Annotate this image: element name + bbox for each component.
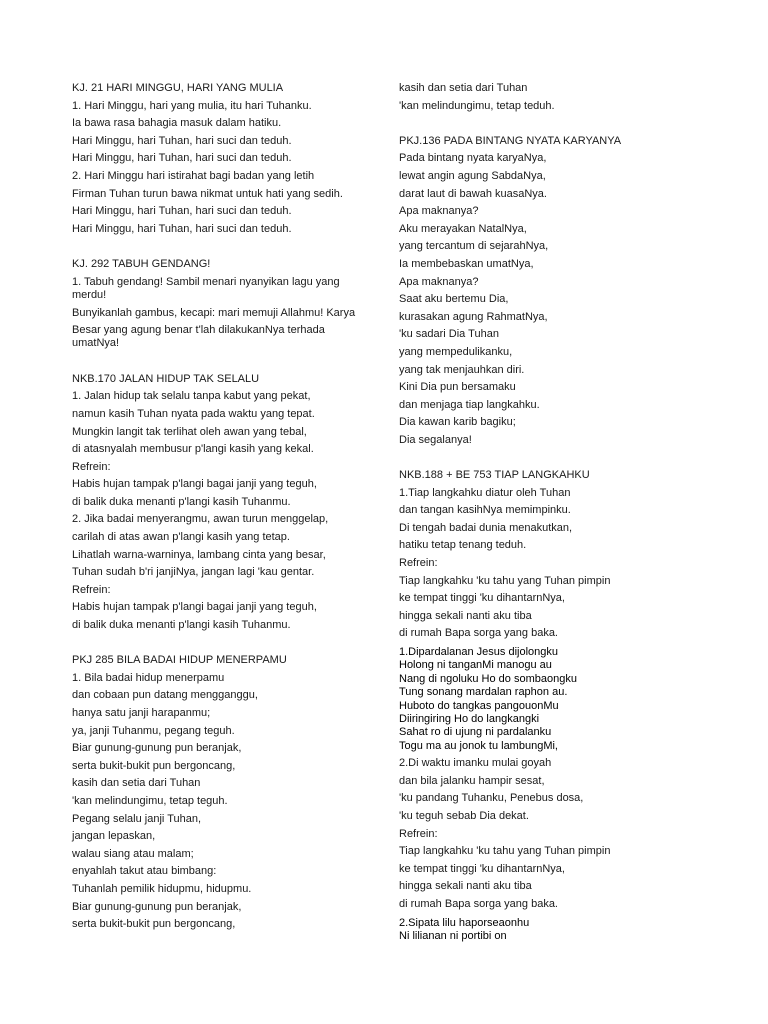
verse-line: 1. Tabuh gendang! Sambil menari nyanyikan lagu yang merdu! (72, 275, 340, 301)
verse-line: namun kasih Tuhan nyata pada waktu yang tepat. (72, 407, 315, 420)
verse-line: Hari Minggu, hari Tuhan, hari suci dan teduh. (72, 152, 292, 165)
verse-line: Hari Minggu, hari Tuhan, hari suci dan teduh. (72, 205, 292, 218)
hymn-pkj136 (399, 133, 729, 450)
hymn-lines (399, 755, 729, 913)
verse-line: Pada bintang nyata karyaNya, (399, 152, 547, 165)
hymn-pkj285 (72, 652, 372, 934)
verse-line: Bunyikanlah gambus, kecapi: mari memuji Allahmu! Karya (72, 306, 356, 319)
verse-line: kasih dan setia dari Tuhan (399, 82, 528, 94)
verse-line: Tiap langkahku 'ku tahu yang Tuhan pimpin (399, 845, 611, 858)
hymn-pkj285-continued (399, 80, 729, 115)
verse-line: Refrein: (72, 583, 111, 596)
batak-verse-2 (399, 917, 729, 944)
verse-line: Refrein: (72, 460, 111, 473)
hymn-title: KJ. 21 HARI MINGGU, HARI YANG MULIA (72, 82, 284, 94)
verse-line: 2.Di waktu imanku mulai goyah (399, 757, 552, 770)
verse-line: hingga sekali nanti aku tiba (399, 880, 532, 893)
verse-line: Apa maknanya? (399, 205, 479, 218)
verse-line: di balik duka menanti p'langi kasih Tuhanmu. (72, 495, 291, 508)
hymn-title: NKB.188 + BE 753 TIAP LANGKAHKU (399, 469, 590, 482)
verse-line: Biar gunung-gunung pun beranjak, (72, 742, 242, 755)
hymn-lines (399, 150, 729, 449)
verse-line: 'kan melindungimu, tetap teduh. (399, 99, 555, 112)
verse-line: 2.Sipata lilu haporseaonhu (399, 916, 530, 929)
verse-line: Kini Dia pun bersamaku (399, 381, 516, 394)
verse-line: Tiap langkahku 'ku tahu yang Tuhan pimpin (399, 574, 611, 587)
verse-line: yang mempedulikanku, (399, 345, 513, 358)
verse-line: 1. Hari Minggu, hari yang mulia, itu hari Tuhanku. (72, 99, 312, 112)
verse-line: serta bukit-bukit pun bergoncang, (72, 759, 236, 772)
verse-line: Dia segalanya! (399, 433, 472, 446)
hymn-title: PKJ.136 PADA BINTANG NYATA KARYANYA (399, 134, 622, 147)
verse-line: Mungkin langit tak terlihat oleh awan yang tebal, (72, 425, 307, 438)
verse-line: dan bila jalanku hampir sesat, (399, 774, 545, 787)
hymn-lines (72, 388, 372, 634)
verse-line: 2. Hari Minggu hari istirahat bagi badan yang letih (72, 169, 315, 182)
hymn-nkb188 (399, 467, 729, 943)
verse-line: di rumah Bapa sorga yang baka. (399, 627, 558, 640)
verse-line: Refrein: (399, 557, 438, 570)
verse-line: jangan lepaskan, (72, 830, 156, 843)
verse-line: Tuhan sudah b'ri janjiNya, jangan lagi 'kau gentar. (72, 566, 315, 579)
verse-line: Refrein: (399, 827, 438, 840)
verse-line: Hari Minggu, hari Tuhan, hari suci dan teduh. (72, 222, 292, 235)
verse-line: 'ku teguh sebab Dia dekat. (399, 810, 529, 823)
hymn-lines (72, 670, 372, 934)
verse-line: Biar gunung-gunung pun beranjak, (72, 900, 242, 913)
verse-line: hanya satu janji harapanmu; (72, 707, 211, 719)
hymn-lines (72, 98, 372, 239)
verse-line: Tung sonang mardalan raphon au. (399, 686, 568, 699)
verse-line: yang tak menjauhkan diri. (399, 363, 525, 376)
verse-line: 'ku sadari Dia Tuhan (399, 328, 499, 341)
verse-line: yang tercantum di sejarahNya, (399, 240, 549, 253)
verse-line: 1.Tiap langkahku diatur oleh Tuhan (399, 486, 571, 499)
verse-line: 'kan melindungimu, tetap teguh. (72, 794, 228, 807)
verse-line: Pegang selalu janji Tuhan, (72, 812, 202, 825)
verse-line: kurasakan agung RahmatNya, (399, 310, 548, 323)
verse-line: Huboto do tangkas pangouonMu (399, 699, 559, 712)
verse-line: Ni lilianan ni portibi on (399, 930, 507, 942)
hymn-kj292 (72, 256, 372, 350)
hymn-lines (399, 485, 729, 643)
verse-line: di atasnyalah membusur p'langi kasih yang kekal. (72, 443, 314, 456)
verse-line: hingga sekali nanti aku tiba (399, 609, 532, 622)
verse-line: Hari Minggu, hari Tuhan, hari suci dan teduh. (72, 134, 292, 147)
verse-line: ya, janji Tuhanmu, pegang teguh. (72, 724, 235, 737)
verse-line: Besar yang agung benar t'lah dilakukanNya terhada umatNya! (72, 324, 325, 350)
hymn-nkb170 (72, 371, 372, 635)
verse-line: ke tempat tinggi 'ku dihantarnNya, (399, 862, 565, 875)
verse-line: 1.Dipardalanan Jesus dijolongku (399, 646, 558, 658)
verse-line: Apa maknanya? (399, 275, 479, 288)
verse-line: 1. Jalan hidup tak selalu tanpa kabut yang pekat, (72, 390, 311, 403)
batak-verse-1 (399, 646, 729, 753)
verse-line: di balik duka menanti p'langi kasih Tuhanmu. (72, 619, 291, 632)
verse-line: ke tempat tinggi 'ku dihantarnNya, (399, 592, 565, 605)
verse-line: Tuhanlah pemilik hidupmu, hidupmu. (72, 882, 252, 895)
verse-line: Togu ma au jonok tu lambungMi, (399, 739, 558, 752)
verse-line: Holong ni tanganMi manogu au (399, 659, 552, 672)
verse-line: Firman Tuhan turun bawa nikmat untuk hati yang sedih. (72, 187, 343, 200)
hymn-kj21 (72, 80, 372, 238)
verse-line: Di tengah badai dunia menakutkan, (399, 521, 573, 534)
right-column (399, 80, 729, 945)
verse-line: 1. Bila badai hidup menerpamu (72, 671, 225, 684)
verse-line: di rumah Bapa sorga yang baka. (399, 898, 558, 910)
verse-line: hatiku tetap tenang teduh. (399, 539, 527, 552)
verse-line: Saat aku bertemu Dia, (399, 293, 509, 306)
verse-line: Diiringiring Ho do langkangki (399, 713, 540, 726)
hymn-title: NKB.170 JALAN HIDUP TAK SELALU (72, 372, 260, 385)
verse-line: Ia membebaskan umatNya, (399, 257, 534, 270)
verse-line: dan tangan kasihNya memimpinku. (399, 504, 571, 517)
left-column (72, 80, 372, 934)
verse-line: dan cobaan pun datang mengganggu, (72, 689, 258, 702)
verse-line: Dia kawan karib bagiku; (399, 416, 516, 429)
verse-line: 2. Jika badai menyerangmu, awan turun menggelap, (72, 513, 329, 526)
hymn-lines (399, 80, 729, 115)
verse-line: dan menjaga tiap langkahku. (399, 398, 540, 411)
verse-line: Sahat ro di ujung ni pardalanku (399, 726, 552, 739)
verse-line: lewat angin agung SabdaNya, (399, 169, 546, 182)
verse-line: walau siang atau malam; (72, 847, 194, 860)
verse-line: carilah di atas awan p'langi kasih yang tetap. (72, 531, 290, 544)
verse-line: darat laut di bawah kuasaNya. (399, 187, 547, 200)
verse-line: Habis hujan tampak p'langi bagai janji yang teguh, (72, 478, 317, 491)
verse-line: kasih dan setia dari Tuhan (72, 777, 201, 790)
verse-line: Nang di ngoluku Ho do sombaongku (399, 672, 577, 685)
verse-line: Aku merayakan NatalNya, (399, 222, 527, 235)
verse-line: Lihatlah warna-warninya, lambang cinta yang besar, (72, 548, 326, 561)
hymn-title: KJ. 292 TABUH GENDANG! (72, 257, 211, 270)
hymn-title: PKJ 285 BILA BADAI HIDUP MENERPAMU (72, 654, 287, 667)
verse-line: enyahlah takut atau bimbang: (72, 865, 217, 878)
verse-line: 'ku pandang Tuhanku, Penebus dosa, (399, 792, 584, 805)
verse-line: Habis hujan tampak p'langi bagai janji yang teguh, (72, 601, 317, 614)
verse-line: Ia bawa rasa bahagia masuk dalam hatiku. (72, 117, 282, 130)
verse-line: serta bukit-bukit pun bergoncang, (72, 918, 236, 931)
